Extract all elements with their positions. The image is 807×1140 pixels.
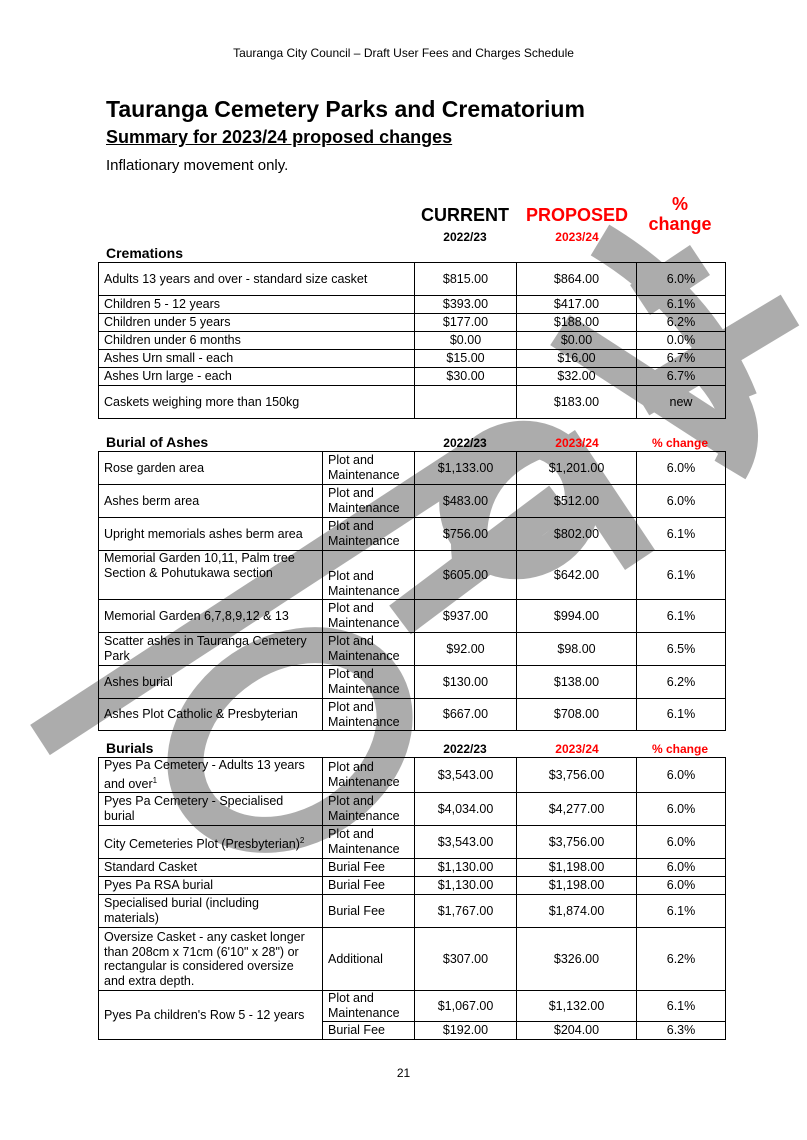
current-fee-cell: $177.00 [415, 314, 517, 332]
burial-of-ashes-change-heading: % change [651, 436, 708, 450]
table-row [99, 826, 726, 859]
table-row [99, 666, 726, 699]
burial-of-ashes-current-heading: 2022/23 [443, 436, 487, 450]
current-fee-cell: $4,034.00 [415, 793, 517, 826]
item-cell: Caskets weighing more than 150kg [99, 386, 415, 419]
item-cell: Memorial Garden 10,11, Palm tree Section & Pohutukawa section [99, 551, 323, 600]
proposed-fee-cell: $802.00 [517, 518, 637, 551]
item-cell: Pyes Pa RSA burial [99, 877, 323, 895]
document-header: Tauranga City Council – Draft User Fees and Charges Schedule [233, 46, 574, 60]
table-row [99, 452, 726, 485]
fee-type-cell: Plot and Maintenance [323, 485, 415, 518]
current-fee-cell: $1,767.00 [415, 895, 517, 928]
percent-change-cell: 6.5% [637, 633, 726, 666]
proposed-fee-cell: $1,201.00 [517, 452, 637, 485]
item-cell: Children 5 - 12 years [99, 296, 415, 314]
current-fee-cell: $130.00 [415, 666, 517, 699]
proposed-fee-cell: $204.00 [517, 1022, 637, 1040]
table-row [99, 350, 726, 368]
percent-change-cell: 6.0% [637, 793, 726, 826]
table-row [99, 877, 726, 895]
item-cell: Children under 6 months [99, 332, 415, 350]
burials-change-heading: % change [651, 742, 708, 756]
proposed-fee-cell: $1,132.00 [517, 991, 637, 1022]
proposed-fee-cell: $994.00 [517, 600, 637, 633]
cremations-section-title: Cremations [106, 245, 184, 261]
proposed-year-heading: 2023/24 [555, 230, 599, 244]
percent-change-cell: 6.1% [637, 895, 726, 928]
table-row [99, 518, 726, 551]
fee-type-cell: Plot and Maintenance [323, 758, 415, 793]
percent-change-heading [620, 194, 740, 234]
current-fee-cell: $937.00 [415, 600, 517, 633]
proposed-fee-cell: $4,277.00 [517, 793, 637, 826]
fee-type-cell: Burial Fee [323, 895, 415, 928]
burial-of-ashes-section-title: Burial of Ashes [106, 434, 209, 450]
page-subtitle: Summary for 2023/24 proposed changes [106, 127, 453, 147]
proposed-fee-cell: $3,756.00 [517, 826, 637, 859]
proposed-fee-cell: $1,874.00 [517, 895, 637, 928]
table-row [99, 758, 726, 793]
percent-change-cell: 6.2% [637, 928, 726, 991]
table-row [99, 600, 726, 633]
proposed-fee-cell: $183.00 [517, 386, 637, 419]
item-cell: Rose garden area [99, 452, 323, 485]
fee-type-cell: Plot and Maintenance [323, 452, 415, 485]
current-fee-cell: $605.00 [415, 551, 517, 600]
item-cell: Pyes Pa children's Row 5 - 12 years [99, 991, 323, 1040]
percent-change-cell: 6.1% [637, 699, 726, 731]
intro-text: Inflationary movement only. [106, 157, 289, 174]
table-row [99, 368, 726, 386]
table-row [99, 633, 726, 666]
item-cell: Pyes Pa Cemetery - Adults 13 years and over$^1$ [99, 758, 323, 793]
table-row [99, 793, 726, 826]
item-cell: Oversize Casket - any casket longer than 208cm x 71cm (6'10" x 28") or rectangular is considered oversize and extra depth. [99, 928, 323, 991]
page-number: 21 [396, 1066, 411, 1080]
current-fee-cell: $307.00 [415, 928, 517, 991]
table-row [99, 485, 726, 518]
current-fee-cell: $815.00 [415, 263, 517, 296]
fee-type-cell: Plot and Maintenance [323, 600, 415, 633]
proposed-column-heading: PROPOSED [525, 205, 629, 225]
fee-type-cell: Burial Fee [323, 859, 415, 877]
percent-change-cell: 6.7% [637, 350, 726, 368]
table-row [99, 386, 726, 419]
percent-change-cell: 6.1% [637, 551, 726, 600]
percent-change-cell: 6.0% [637, 859, 726, 877]
proposed-fee-cell: $417.00 [517, 296, 637, 314]
proposed-fee-cell: $642.00 [517, 551, 637, 600]
current-fee-cell: $1,067.00 [415, 991, 517, 1022]
current-fee-cell: $1,130.00 [415, 877, 517, 895]
percent-change-cell: 0.0% [637, 332, 726, 350]
fee-type-cell: Plot and Maintenance [323, 633, 415, 666]
percent-symbol: % [671, 194, 688, 214]
fee-type-cell: Plot and Maintenance [323, 991, 415, 1022]
proposed-fee-cell: $138.00 [517, 666, 637, 699]
current-fee-cell: $756.00 [415, 518, 517, 551]
proposed-fee-cell: $0.00 [517, 332, 637, 350]
item-cell: Scatter ashes in Tauranga Cemetery Park [99, 633, 323, 666]
current-fee-cell: $92.00 [415, 633, 517, 666]
item-cell: Specialised burial (including materials) [99, 895, 323, 928]
fee-type-cell: Plot and Maintenance [323, 518, 415, 551]
fee-type-cell: Additional [323, 928, 415, 991]
percent-change-cell: 6.7% [637, 368, 726, 386]
percent-change-cell: 6.2% [637, 666, 726, 699]
item-cell: Upright memorials ashes berm area [99, 518, 323, 551]
proposed-fee-cell: $1,198.00 [517, 877, 637, 895]
table-row [99, 332, 726, 350]
percent-change-cell: 6.0% [637, 485, 726, 518]
current-fee-cell: $3,543.00 [415, 758, 517, 793]
current-fee-cell: $30.00 [415, 368, 517, 386]
item-cell: Children under 5 years [99, 314, 415, 332]
table-row [99, 699, 726, 731]
percent-change-cell: 6.1% [637, 991, 726, 1022]
current-fee-cell: $15.00 [415, 350, 517, 368]
footnote-marker: 1 [152, 776, 158, 785]
proposed-fee-cell: $512.00 [517, 485, 637, 518]
proposed-fee-cell: $864.00 [517, 263, 637, 296]
percent-change-cell: 6.1% [637, 600, 726, 633]
proposed-fee-cell: $98.00 [517, 633, 637, 666]
percent-change-cell: 6.0% [637, 758, 726, 793]
table-row [99, 928, 726, 991]
current-year-heading: 2022/23 [443, 230, 487, 244]
percent-change-cell: 6.2% [637, 314, 726, 332]
current-fee-cell: $0.00 [415, 332, 517, 350]
item-cell: Ashes Urn large - each [99, 368, 415, 386]
current-fee-cell [415, 386, 517, 419]
item-cell: Ashes berm area [99, 485, 323, 518]
burial-of-ashes-proposed-heading: 2023/24 [555, 436, 599, 450]
proposed-fee-cell: $1,198.00 [517, 859, 637, 877]
item-cell: Standard Casket [99, 859, 323, 877]
current-fee-cell: $1,130.00 [415, 859, 517, 877]
current-fee-cell: $1,133.00 [415, 452, 517, 485]
fee-type-cell: Burial Fee [323, 877, 415, 895]
current-fee-cell: $667.00 [415, 699, 517, 731]
proposed-fee-cell: $188.00 [517, 314, 637, 332]
fee-type-cell: Plot and Maintenance [323, 699, 415, 731]
burials-table [98, 757, 726, 1040]
proposed-fee-cell: $32.00 [517, 368, 637, 386]
table-row [99, 551, 726, 600]
current-fee-cell: $3,543.00 [415, 826, 517, 859]
item-cell: Pyes Pa Cemetery - Specialised burial [99, 793, 323, 826]
burials-proposed-heading: 2023/24 [555, 742, 599, 756]
table-row [99, 859, 726, 877]
fee-type-cell: Plot and Maintenance [323, 666, 415, 699]
item-cell: Memorial Garden 6,7,8,9,12 & 13 [99, 600, 323, 633]
proposed-fee-cell: $16.00 [517, 350, 637, 368]
fee-type-cell: Plot and Maintenance [323, 793, 415, 826]
percent-change-cell: 6.0% [637, 452, 726, 485]
footnote-marker: 2 [299, 835, 305, 845]
percent-change-cell: 6.1% [637, 296, 726, 314]
current-fee-cell: $393.00 [415, 296, 517, 314]
percent-change-cell: 6.0% [637, 263, 726, 296]
table-row [99, 296, 726, 314]
item-cell: Ashes Urn small - each [99, 350, 415, 368]
item-cell: City Cemeteries Plot (Presbyterian)$^2$ [99, 826, 323, 859]
fee-type-cell: Plot and Maintenance [323, 551, 415, 600]
percent-change-word: change [648, 214, 712, 234]
page-title: Tauranga Cemetery Parks and Crematorium [106, 96, 585, 122]
percent-change-cell: new [637, 386, 726, 419]
current-column-heading: CURRENT [421, 205, 509, 225]
table-row [99, 895, 726, 928]
current-fee-cell: $192.00 [415, 1022, 517, 1040]
current-fee-cell: $483.00 [415, 485, 517, 518]
table-row [99, 314, 726, 332]
percent-change-cell: 6.3% [637, 1022, 726, 1040]
burial-of-ashes-table [98, 451, 726, 731]
percent-change-cell: 6.0% [637, 877, 726, 895]
table-row [99, 263, 726, 296]
percent-change-cell: 6.0% [637, 826, 726, 859]
fee-type-cell: Plot and Maintenance [323, 826, 415, 859]
proposed-fee-cell: $3,756.00 [517, 758, 637, 793]
burials-section-title: Burials [106, 740, 154, 756]
item-cell: Ashes burial [99, 666, 323, 699]
proposed-fee-cell: $326.00 [517, 928, 637, 991]
item-cell: Adults 13 years and over - standard size casket [99, 263, 415, 296]
item-cell: Ashes Plot Catholic & Presbyterian [99, 699, 323, 731]
percent-change-cell: 6.1% [637, 518, 726, 551]
burials-current-heading: 2022/23 [443, 742, 487, 756]
table-row [99, 991, 726, 1022]
proposed-fee-cell: $708.00 [517, 699, 637, 731]
fee-type-cell: Burial Fee [323, 1022, 415, 1040]
cremations-table [98, 262, 726, 419]
